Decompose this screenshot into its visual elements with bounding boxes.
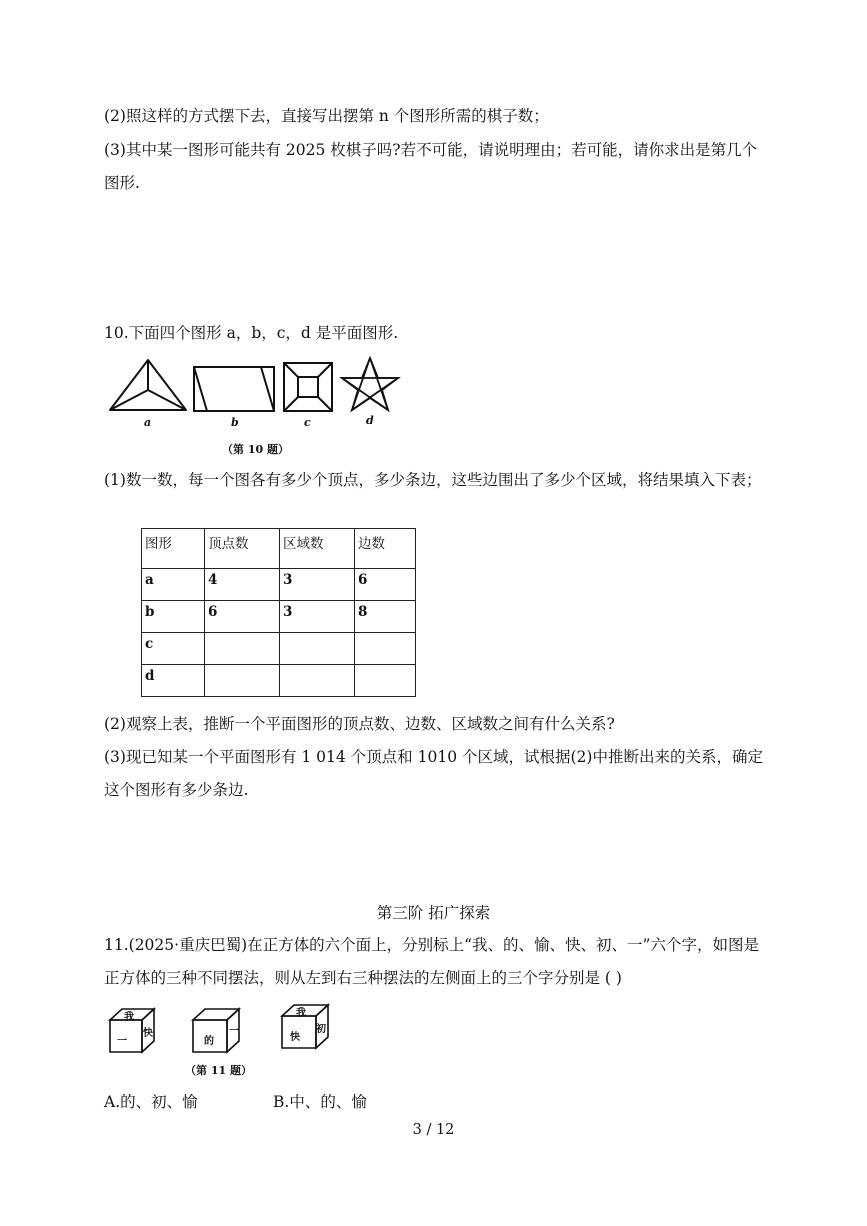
table-header-row <box>142 529 416 569</box>
figure-a <box>108 358 188 414</box>
q10-stem: 10.下面四个图形 a，b，c，d 是平面图形. <box>104 324 399 342</box>
table-cell[interactable] <box>205 665 280 697</box>
table-header-cell: 顶点数 <box>205 529 280 569</box>
figure-b <box>193 366 275 412</box>
cube-1-front: 一 <box>117 1036 127 1047</box>
table-header-cell: 图形 <box>142 529 205 569</box>
table-cell: a <box>142 569 205 601</box>
page-number: 3 / 12 <box>412 1122 455 1138</box>
table-cell: 6 <box>205 601 280 633</box>
table-cell[interactable] <box>355 633 416 665</box>
figure-d <box>340 356 400 412</box>
figure-c <box>283 362 333 412</box>
table-cell[interactable] <box>205 633 280 665</box>
cube-1-top: 我 <box>124 1012 134 1023</box>
q11-option-b[interactable]: B.中、的、愉 <box>273 1093 367 1111</box>
table-cell: c <box>142 633 205 665</box>
q11-stem-line1: 11.(2025·重庆巴蜀)在正方体的六个面上，分别标上“我、的、愉、快、初、一”六个字，如图是 <box>104 936 759 954</box>
table-cell: b <box>142 601 205 633</box>
figure-a-label: a <box>144 416 152 429</box>
table-cell[interactable] <box>280 633 355 665</box>
cube-3-top: 我 <box>296 1008 306 1019</box>
q10-figure-caption: （第 10 题） <box>222 443 289 456</box>
q10-part1: (1)数一数，每一个图各有多少个顶点，多少条边，这些边围出了多少个区域，将结果填入下表； <box>104 471 762 489</box>
table-header-cell: 边数 <box>355 529 416 569</box>
cube-1-side: 快 <box>143 1028 153 1039</box>
figure-c-label: c <box>304 416 311 429</box>
q10-table <box>141 528 416 697</box>
table-cell: 8 <box>355 601 416 633</box>
q9-part2: (2)照这样的方式摆下去，直接写出摆第 n 个图形所需的棋子数； <box>104 107 549 125</box>
table-row <box>142 569 416 601</box>
q11-option-a[interactable]: A.的、初、愉 <box>104 1093 198 1111</box>
figure-d-label: d <box>366 414 374 427</box>
cube-2-front: 的 <box>204 1036 214 1047</box>
q9-part3-line2: 图形. <box>104 174 140 192</box>
table-cell: 6 <box>355 569 416 601</box>
table-row <box>142 633 416 665</box>
cube-3-front: 快 <box>290 1032 300 1043</box>
table-cell[interactable] <box>280 665 355 697</box>
table-cell: 3 <box>280 601 355 633</box>
q10-part3-line2: 这个图形有多少条边. <box>104 781 249 799</box>
table-cell[interactable] <box>355 665 416 697</box>
table-cell: 3 <box>280 569 355 601</box>
q10-part2: (2)观察上表，推断一个平面图形的顶点数、边数、区域数之间有什么关系? <box>104 715 615 733</box>
cube-2-side: 一 <box>229 1026 239 1037</box>
cube-3-side: 初 <box>316 1024 326 1035</box>
table-cell: 4 <box>205 569 280 601</box>
table-row <box>142 601 416 633</box>
section-title: 第三阶 拓广探索 <box>376 904 491 922</box>
q9-part3-line1: (3)其中某一图形可能共有 2025 枚棋子吗?若不可能，请说明理由；若可能，请你求出是第几个 <box>104 141 758 159</box>
table-header-cell: 区域数 <box>280 529 355 569</box>
figure-b-label: b <box>231 416 239 429</box>
q10-part3-line1: (3)现已知某一个平面图形有 1 014 个顶点和 1010 个区域，试根据(2)中推断出来的关系，确定 <box>104 748 763 766</box>
q11-figure-caption: （第 11 题） <box>185 1064 252 1077</box>
q11-stem-line2: 正方体的三种不同摆法，则从左到右三种摆法的左侧面上的三个字分别是 ( ) <box>104 969 622 987</box>
table-cell: d <box>142 665 205 697</box>
table-row <box>142 665 416 697</box>
